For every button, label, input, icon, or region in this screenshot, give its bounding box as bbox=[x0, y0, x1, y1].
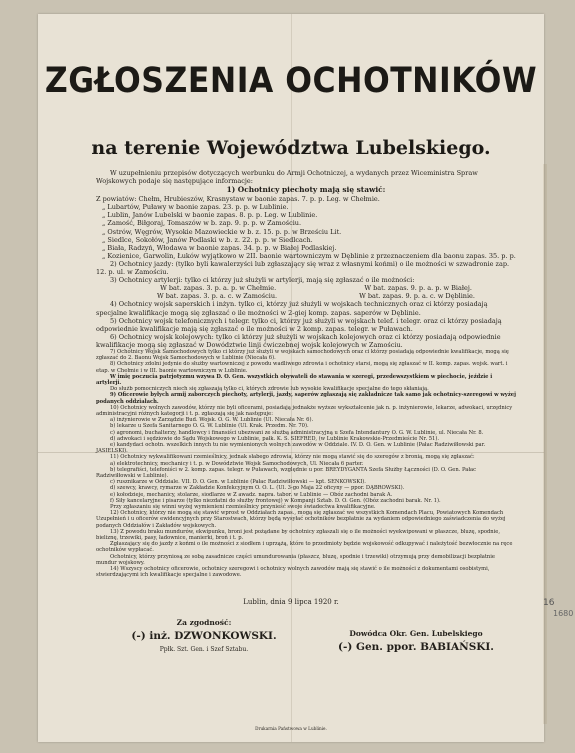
section-1-line: „ Kozienice, Garwolin, Łuków wyjątkowo w 2II. baonie wartowniczym w Dęblinie z przeznaczeniem dla baonu zapas. 35. p. p. bbox=[102, 251, 516, 260]
section-1-heading: 1) Ochotnicy piechoty mają się stawić: bbox=[226, 185, 386, 195]
signatory-left-name: (-) inż. DZWONKOWSKI. bbox=[131, 630, 277, 642]
poster-sheet bbox=[38, 14, 574, 742]
poster-subtitle: na terenie Województwa Lubelskiego. bbox=[91, 137, 491, 159]
poster-title: ZGŁOSZENIA OCHOTNIKÓW bbox=[44, 61, 538, 101]
section-6: 6) Ochotnicy wojsk kolejowych: tylko ci którzy już służyli w wojskach kolejowych oraz ci którzy posiadają odpowiednie kwalifikacje mogą się zgłaszać w Dowództwie linji ćwiczebnej wojsk kolejowych w Zamościu. bbox=[96, 332, 501, 349]
section-2: 2) Ochotnicy jazdy: (tylko byli kawalerzyści lub zgłaszający się wraz z własnymi końmi) o ile możności w szwadronie zap. 12. p. ul. w Zamościu. bbox=[96, 259, 510, 277]
patriotic-call: W imię poczucia patrjotyzmu wzywa D. O. Gen. wszystkich obywateli do stawania w szeregi, przedewszystkiem w piechocie, jeździe i artylerji. bbox=[96, 373, 493, 386]
section-13: 13) Z powodu braku mundurów, ekwipunku, broni jest pożądane by ochotnicy zgłaszali się o ile możności wyekwipowani w płaszcze, bluzę, spodnie, bieliznę, trzewiki, pasy, ładownice, manierki, broń i t. p. bbox=[96, 528, 501, 542]
section-3: 3) Ochotnicy artylerji: tylko ci którzy już służyli w artylerji, mają się zgłaszać o ile możności: bbox=[110, 276, 415, 285]
section-10-item: b) lekarze u Szefa Sanitarnego O. G. W. Lublinie (Ul. Krak. Przedm. Nr. 70). bbox=[110, 423, 309, 430]
section-1-line: „ Biała, Radzyń, Włodawa w baonie zapas. 34. p. p. w Białej Podlaskiej. bbox=[102, 243, 337, 252]
signatory-left-rank: Ppłk. Szt. Gen. i Szef Sztabu. bbox=[159, 646, 249, 653]
artillery-row-2 bbox=[96, 292, 516, 300]
artillery-row-1 bbox=[96, 284, 516, 292]
artillery-unit: W bat. zapas. 3. p. a. c. w Zamościu. bbox=[157, 292, 278, 301]
section-1-line: „ Lubartów, Puławy w baonie zapas. 23. p. p. w Lublinie. bbox=[102, 203, 289, 212]
section-11-item: d) szewcy, krawcy, rymarze w Zakładzie Konfekcyjnym O. O. L. (Ul. 3-go Maja 22 oficyny — ppor. DĄBROWSKI). bbox=[110, 485, 405, 492]
conformity-label: Za zgodność: bbox=[176, 618, 232, 627]
section-1-line: „ Siedlce, Sokołów, Janów Podlaski w b. z. 22. p. p. w Siedlcach. bbox=[102, 235, 313, 244]
section-10-item: e) kandydaci ochotn. wszelkich innych tu nie wymienionych wolnych zawodów w Oddziale. IV. D. O. Gen. w Lublinie (Pałac Radziwiłłowski par. JASIELSKI). bbox=[96, 442, 486, 455]
auxiliary-note: Do służb pomocniczych niech się zgłaszają tylko ci, których zdrowie lub wysokie kwalifikacje specjalne do tego skłaniają. bbox=[110, 386, 429, 393]
issue-date: Lublin, dnia 9 lipca 1920 r. bbox=[243, 598, 339, 606]
section-10: 10) Ochotnicy wolnych zawodów, którzy nie byli oficerami, posiadają jednakże wyższe wykształcenie jak n. p. inżynierowie, lekarze, adwokaci, urzędnicy administracyjni różnych kategorji i t. p. zgłaszają się jak następuje: bbox=[96, 404, 513, 417]
section-1-line: Z powiatów: Chełm, Hrubieszów, Krasnystaw w baonie zapas. 7. p. p. Leg. w Chełmie. bbox=[96, 195, 380, 204]
section-13-uniforms: Ochotnicy, którzy przyniosą ze sobą zasadnicze części umundurowania (płaszcz, bluzę, spodnie i trzewiki) otrzymują przy demobilizacji bezpłatnie mundur wojskowy. bbox=[96, 553, 496, 566]
section-1-line: „ Ostrów, Węgrów, Wysokie Mazowieckie w b. z. 15. p. p. w Brześciu Lit. bbox=[102, 227, 342, 236]
section-11: 11) Ochotnicy wykwalifikowani rzemieślnicy, jednak słabego zdrowia, którzy nie mogą stawić się do szeregów z bronią, mogą się zgłaszać: bbox=[110, 454, 475, 461]
section-11-item: c) rusznikarze w Oddziale. VII. D. O. Gen. w Lublinie (Pałac Radziwiłłowski — kpt. SENKOWSKI). bbox=[110, 479, 366, 486]
poster-body bbox=[96, 169, 516, 578]
artillery-unit: W bat. zapas. 9. p. a. p. w Białej. bbox=[364, 284, 472, 293]
section-13-horses: Zgłaszający się do jazdy z końmi o ile możności z siodłem i uprzążą, które to przedmioty będzie wojskowość odkupywać i należytość bezwłocznie na ręce ochotników wypłacać. bbox=[96, 541, 513, 554]
section-10-item: d) adwokaci i sędziowie do Sądu Wojskowego w Lublinie, pałk. K. S. SIEFRED, (w Lublinie Krakowskie-Przedmieście Nr. 51). bbox=[110, 435, 440, 442]
artillery-unit: W bat. zapas. 9. p. a. c. w Dęblinie. bbox=[359, 292, 475, 301]
signature-right bbox=[306, 629, 526, 653]
section-4: 4) Ochotnicy wojsk saperskich i inżyn. tylko ci, którzy już służyli w wojskach technicznych oraz ci którzy posiadają specjalne kwalifikacje mogą się zgłaszać o ile możności w 2-giej komp. zapas. saperów w Dęblinie. bbox=[96, 300, 488, 317]
artillery-unit: W bat. zapas. 3. p. a. p. w Chełmie. bbox=[160, 284, 277, 293]
section-1-line: „ Lublin, Janów Lubelski w baonie zapas. 8. p. p. Leg. w Lublinie. bbox=[102, 211, 318, 220]
printer-imprint: Drukarnia Państwowa w Lublinie. bbox=[255, 726, 327, 731]
section-1-line: „ Zamość, Biłgoraj, Tomaszów w b. zap. 9. p. p. w Zamościu. bbox=[102, 219, 302, 228]
pencil-mark: 1680 bbox=[553, 609, 574, 618]
section-8: 8) Ochotnicy zdolni jedynie do służby wartowniczej z powodu wadliwego zdrowia i ochotnicy starsi, mogą się zgłaszać w II. komp. zapas. wojsk. wart. i etap. w Chełmie i w III. baonie wartowniczym w Lublinie. bbox=[96, 361, 508, 374]
section-11-item: f) Siły kancelaryjne i pisarze (tylko niezdatni do służby frontowej) w Kompanji Sztab. D. O. Gen. (Obóz zachodni barak. Nr. 1). bbox=[110, 497, 441, 504]
section-10-item: a) inżynierowie w Zarządzie Bud. Wojsk. O. G. W. Lublinie (Ul. Niecała Nr. 6). bbox=[110, 417, 314, 424]
section-7: 7) Ochotnicy Wojsk Samochodowych tylko ci którzy już służyli w wojskach samochodowych oraz ci którzy posiadają odpowiednie kwalifikacje, mogą się zgłaszać do 2. Baonu Wojsk Samochodowych w Lublinie (Niecała 6). bbox=[96, 348, 509, 362]
intro-paragraph: W uzupełnieniu przepisów dotyczących werbunku do Armji Ochotniczej, a wydanych przez Wiceministra Spraw Wojskowych podaje się następujące informacje: bbox=[96, 169, 478, 186]
section-10-item: c) agronomi, buchalterzy, handlowcy i finansiści ubezwani ze służbą administracyjną u Szefa Intendantury O. G. W. Lublinie, ul. Niecała Nr. 8. bbox=[110, 429, 484, 436]
commander-title: Dowódca Okr. Gen. Lubelskiego bbox=[349, 629, 483, 638]
signatory-right-name: (-) Gen. ppor. BABIAŃSKI. bbox=[338, 641, 494, 653]
section-9: 9) Oficerowie byłych armij zaborczych piechoty, artylerji, jazdy, saperów zgłaszają się zakładnicze tak samo jak ochotnicy-szeregowi w wyżej podanych oddziałach. bbox=[96, 392, 516, 405]
section-12: 12) Ochotnicy, którzy nie mogą się stawić wprost w Oddziałach zapas., mogą się zgłaszać we wszystkich Komendach Placu, Powiatowych Komendach Uzupełnień i u oficerów ewidencyjnych przy Starostwach, którzy będą wysyłać ochotników bezpłatnie za wydaniem odpowiedniego zaświadczenia do wyżej podanych Oddziałów i Zakładów wojskowych. bbox=[96, 510, 506, 529]
section-11-item: a) elektrotechnicy, mechanicy i t. p. w Dowództwie Wojsk Samochodowych, Ul. Niecała 6 parter. bbox=[110, 460, 364, 467]
section-11-item: b) telegrafiści, telefoniści w 2. komp. zapas. telegr. w Puławach, względnie u por. BREYDYGANTA Szefa Służby Łączności (D. O. Gen. Pałac Radziwiłłowski w Lublinie). bbox=[96, 466, 477, 480]
section-14: 14) Wszyscy ochotnicy oficerowie, ochotnicy szeregowi i ochotnicy wolnych zawodów mają się stawić o ile możności z dokumentami osobistymi, stwierdzającymi ich kwalifikacje specjalne i zawodowe. bbox=[96, 566, 490, 579]
section-11-item: e) kołodzieje, mechanicy, stolarze, siodlarze w Z awadz. napra. tabor. w Lublinie — Obóz zachodni barak A. bbox=[110, 491, 393, 498]
paper-stain bbox=[543, 164, 547, 724]
signature-left bbox=[104, 618, 304, 653]
pencil-mark: 16 bbox=[543, 598, 555, 608]
section-11-note: Przy zgłaszaniu się winni wyżej wymienieni rzemieślnicy przynieść swoje świadectwa kwalifikacyjne. bbox=[110, 504, 376, 511]
section-5: 5) Ochotnicy wojsk telefonicznych i telegr. tylko ci, którzy już służyli w wojskach telef. i telegr. oraz ci którzy posiadają odpowiednie kwalifikacje mają się zgłaszać o ile możności w 2 komp. zapas. telegr. w Puławach. bbox=[96, 316, 502, 333]
